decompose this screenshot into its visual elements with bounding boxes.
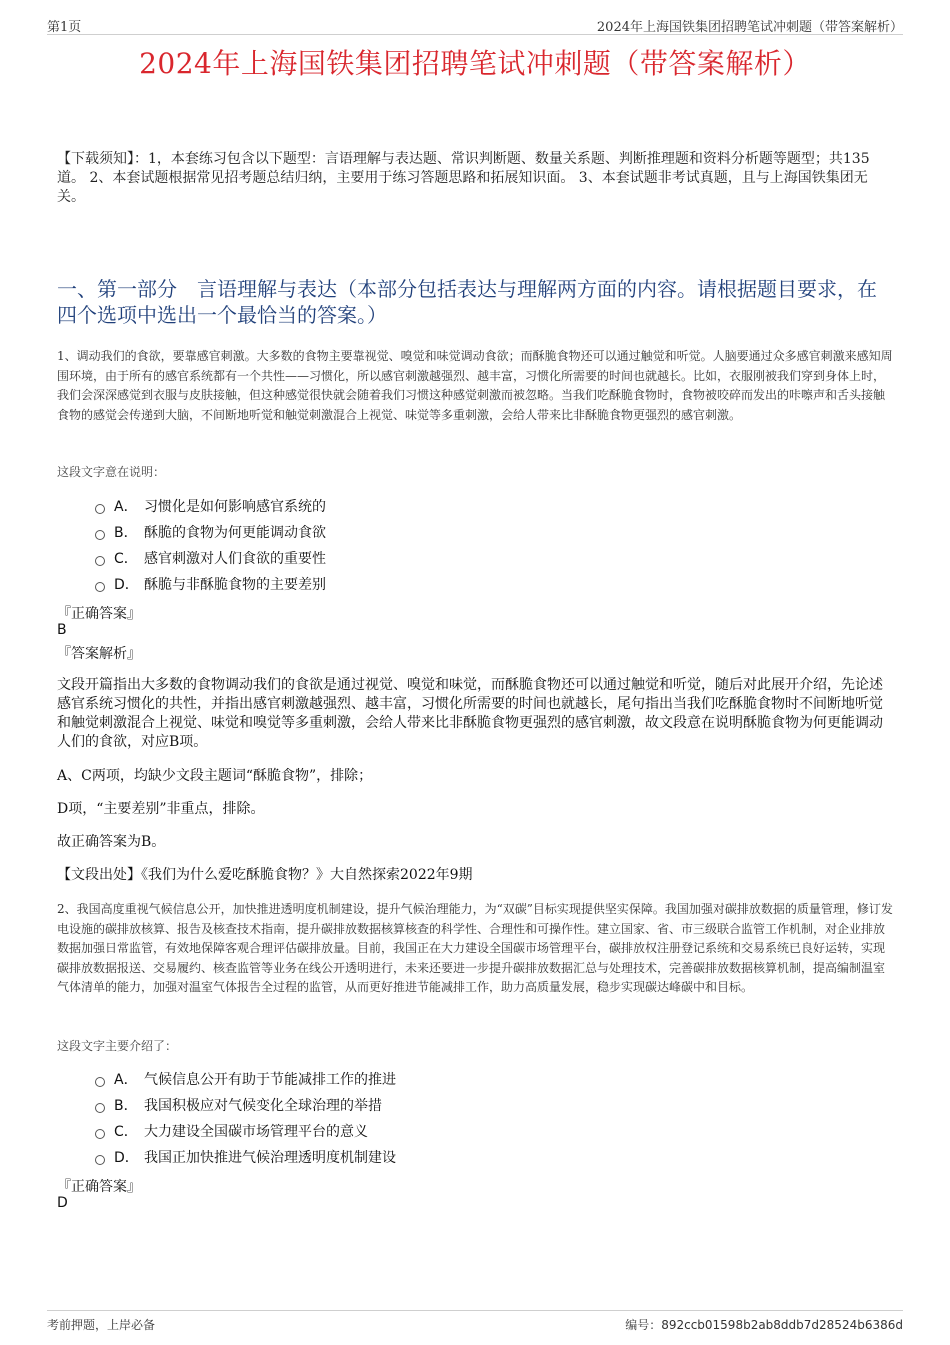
option-letter: C．	[114, 1124, 138, 1140]
option-letter: A．	[114, 499, 138, 515]
answer-analysis: 文段开篇指出大多数的食物调动我们的食欲是通过视觉、嗅觉和味觉，而酥脆食物还可以通过触觉和听觉，随后对此展开介绍，先论述感官系统习惯化的共性，并指出感官刺激越强烈、越丰富，习惯化所需要的时间也就越长，尾句指出当我们吃酥脆食物时不间断地听觉和触觉刺激混合上视觉、味觉和嗅觉等多重刺激，会给人带来比非酥脆食物更强烈的感官刺激，故文段意在说明酥脆食物为何更能调动人们的食欲，对应B项。	[57, 677, 883, 750]
option-c[interactable]	[95, 545, 595, 571]
footer-slogan: 考前押题，上岸必备	[47, 1318, 156, 1332]
header-doc-title: 2024年上海国铁集团招聘笔试冲刺题（带答案解析）	[596, 20, 903, 35]
option-text: 气候信息公开有助于节能减排工作的推进	[144, 1072, 396, 1088]
passage-source: 【文段出处】《我们为什么爱吃酥脆食物？》大自然探索2022年9期	[57, 867, 473, 883]
option-text: 我国积极应对气候变化全球治理的举措	[144, 1098, 382, 1114]
question-2-prompt: 这段文字主要介绍了：	[57, 1039, 178, 1053]
option-text: 酥脆的食物为何更能调动食欲	[144, 525, 326, 541]
option-letter: B．	[114, 525, 138, 541]
radio-icon[interactable]	[95, 530, 105, 540]
radio-icon[interactable]	[95, 1077, 105, 1087]
option-letter: A．	[114, 1072, 138, 1088]
radio-icon[interactable]	[95, 1103, 105, 1113]
correct-answer: D	[57, 1195, 68, 1211]
option-b[interactable]	[95, 519, 595, 545]
option-text: 感官刺激对人们食欲的重要性	[144, 551, 326, 567]
analysis-d: D项，“主要差别”非重点，排除。	[57, 801, 265, 817]
analysis-final: 故正确答案为B。	[57, 834, 166, 850]
section-title: 一、第一部分 言语理解与表达（本部分包括表达与理解两方面的内容。请根据题目要求，在四个选项中选出一个最恰当的答案。）	[57, 277, 877, 327]
option-d[interactable]	[95, 571, 595, 597]
option-b[interactable]	[95, 1092, 595, 1118]
page-footer	[47, 1310, 903, 1335]
option-a[interactable]	[95, 493, 595, 519]
radio-icon[interactable]	[95, 504, 105, 514]
analysis-label: 『答案解析』	[57, 646, 141, 662]
document-title: 2024年上海国铁集团招聘笔试冲刺题（带答案解析）	[139, 47, 811, 80]
radio-icon[interactable]	[95, 556, 105, 566]
option-text: 大力建设全国碳市场管理平台的意义	[144, 1124, 368, 1140]
option-text: 我国正加快推进气候治理透明度机制建设	[144, 1150, 396, 1166]
download-notice: 【下载须知】：1，本套练习包含以下题型：言语理解与表达题、常识判断题、数量关系题、判断推理题和资料分析题等题型；共135道。 2、本套试题根据常见招考题总结归纳，主要用于练习答题思路和拓展知识面。 3、本套试题非考试真题，且与上海国铁集团无关。	[57, 151, 870, 205]
radio-icon[interactable]	[95, 582, 105, 592]
footer-serial: 编号：892ccb01598b2ab8ddb7d28524b6386d	[625, 1318, 903, 1332]
question-1-options	[95, 493, 595, 597]
radio-icon[interactable]	[95, 1155, 105, 1165]
question-1-prompt: 这段文字意在说明：	[57, 465, 166, 479]
question-1-text: 1、调动我们的食欲，要靠感官刺激。大多数的食物主要靠视觉、嗅觉和味觉调动食欲；而酥脆食物还可以通过触觉和听觉。人脑要通过众多感官刺激来感知周围环境，由于所有的感官系统都有一个共性——习惯化，所以感官刺激越强烈、越丰富，习惯化所需要的时间也就越长。比如，衣服刚被我们穿到身体上时，我们会深深感觉到衣服与皮肤接触，但这种感觉很快就会随着我们习惯这种感觉刺激而被忽略。当我们吃酥脆食物时，食物被咬碎而发出的咔嚓声和舌头接触食物的感觉会传递到大脑，不间断地听觉和触觉刺激混合上视觉、味觉等多重刺激，会给人带来比非酥脆食物更强烈的感官刺激。	[57, 349, 893, 422]
option-a[interactable]	[95, 1066, 595, 1092]
option-d[interactable]	[95, 1144, 595, 1170]
question-2-text: 2、我国高度重视气候信息公开，加快推进透明度机制建设，提升气候治理能力，为“双碳”目标实现提供坚实保障。我国加强对碳排放数据的质量管理，修订发电设施的碳排放核算、报告及核查技术指南，提升碳排放数据核算核查的科学性、合理性和可操作性。建立国家、省、市三级联合监管工作机制，对企业排放数据加强日常监管，有效地保障客观合理评估碳排放量。目前，我国正在大力建设全国碳市场管理平台，碳排放权注册登记系统和交易系统已良好运转，实现碳排放数据报送、交易履约、核查监管等业务在线公开透明进行，未来还要进一步提升碳排放数据汇总与处理技术，完善碳排放数据核算机制，提高编制温室气体清单的能力，加强对温室气体报告全过程的监管，从而更好推进节能减排工作，助力高质量发展，稳步实现碳达峰碳中和目标。	[57, 902, 893, 994]
analysis-ac: A、C两项，均缺少文段主题词“酥脆食物”，排除；	[57, 768, 373, 784]
answer-label: 『正确答案』	[57, 1179, 141, 1195]
option-letter: B．	[114, 1098, 138, 1114]
page-number: 第1页	[47, 20, 82, 35]
option-c[interactable]	[95, 1118, 595, 1144]
option-text: 习惯化是如何影响感官系统的	[144, 499, 326, 515]
option-letter: D．	[114, 577, 139, 593]
question-2-options	[95, 1066, 595, 1170]
option-letter: C．	[114, 551, 138, 567]
correct-answer: B	[57, 622, 67, 638]
option-letter: D．	[114, 1150, 139, 1166]
page-header	[47, 14, 903, 35]
option-text: 酥脆与非酥脆食物的主要差别	[144, 577, 326, 593]
radio-icon[interactable]	[95, 1129, 105, 1139]
answer-label: 『正确答案』	[57, 606, 141, 622]
